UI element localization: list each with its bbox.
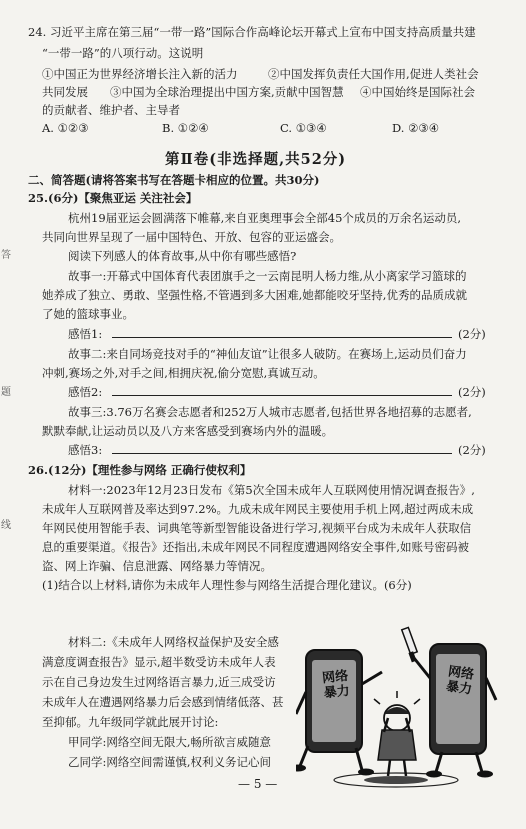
q25-story1-line3: 了她的篮球事业。 (42, 307, 134, 321)
q25-story2-line1: 故事二:来自同场竞技对手的“神仙友谊”让很多人破防。在赛场上,运动员们奋力 (68, 347, 467, 361)
q26-material2-line1: 材料二:《未成年人网络权益保护及安全感 (68, 635, 279, 649)
q26-material1-line5: 盗、网上诈骗、信息泄露、网络暴力等情况。 (42, 559, 272, 573)
margin-mark-2: 题 (1, 387, 11, 398)
frightened-child (374, 691, 420, 776)
cartoon-drawing (296, 614, 501, 789)
q26-heading: 26.(12分)【理性参与网络 正确行使权利】 (28, 463, 252, 477)
left-phone-label: 网络暴力 (321, 668, 351, 702)
q24-option-1: ①中国正为世界经济增长注入新的活力 (42, 67, 238, 81)
q25-insight2-blank[interactable] (112, 384, 452, 400)
q25-story1-line2: 她养成了独立、勇敢、坚强性格,不管遇到多大困难,她都能咬牙坚持,优秀的品质成就 (42, 288, 467, 302)
q24-stem-line2: “一带一路”的八项行动。这说明 (42, 46, 204, 60)
cyberbullying-cartoon (296, 614, 501, 789)
q26-material2-line2: 满意度调查报告》显示,超半数受访未成年人表 (42, 655, 276, 669)
margin-mark-3: 线 (1, 520, 11, 531)
q26-student-a: 甲同学:网络空间无限大,畅所欲言威随意 (68, 735, 272, 749)
q25-insight3-blank[interactable] (112, 442, 452, 458)
q24-option-3: ③中国为全球治理提出中国方案,贡献中国智慧 (110, 85, 344, 99)
part2-title: 第Ⅱ卷(非选择题,共52分) (165, 151, 347, 168)
q25-prompt: 阅读下列感人的体育故事,从中你有哪些感悟? (68, 249, 297, 263)
q26-material1-line2: 未成年人互联网普及率达到97.2%。九成未成年网民主要使用手机上网,超过两成未成 (42, 502, 474, 516)
q24-choice-b: B. ①②④ (162, 121, 209, 135)
q25-story3-line1: 故事三:3.76万名赛会志愿者和252万人城市志愿者,包括世界各地招募的志愿者, (68, 405, 472, 419)
section-heading: 二、简答题(请将答案书写在答题卡相应的位置。共30分) (28, 173, 320, 187)
q25-story1-line1: 故事一:开幕式中国体育代表团旗手之一云南昆明人杨力维,从小离家学习篮球的 (68, 269, 467, 283)
q25-intro-line2: 共同向世界呈现了一届中国特色、开放、包容的亚运盛会。 (42, 230, 341, 244)
q25-insight1-points: (2分) (458, 327, 486, 341)
q26-material1-line4: 息的重要渠道。《报告》还指出,未成年网民不同程度遭遇网络安全事件,如账号密码被 (42, 540, 470, 554)
q26-material2-line4: 未成年人在遭遇网络暴力后会感到情绪低落、甚 (42, 695, 284, 709)
q25-insight3-label: 感悟3: (68, 443, 103, 457)
q24-stem-line1: 24. 习近平主席在第三届“一带一路”国际合作高峰论坛开幕式上宣布中国支持高质量共建 (28, 25, 476, 39)
q25-insight1-label: 感悟1: (68, 327, 103, 341)
q26-material1-line3: 年网民使用智能手表、词典笔等新型智能设备进行学习,视频平台成为未成年人获取信 (42, 521, 472, 535)
q25-insight1-blank[interactable] (112, 326, 452, 342)
q26-material2-line3: 示在自己身边发生过网络语言暴力,近三成受访 (42, 675, 276, 689)
q25-insight3-points: (2分) (458, 443, 486, 457)
q25-story3-line2: 默默奉献,让运动员以及八方来客感受到赛场内外的温暖。 (42, 424, 334, 438)
q24-option-2-cont: 共同发展 (42, 85, 88, 99)
q25-heading: 25.(6分)【聚焦亚运 关注社会】 (28, 191, 198, 205)
q24-choice-d: D. ②③④ (392, 121, 440, 135)
q25-insight2-points: (2分) (458, 385, 486, 399)
q24-option-4: ④中国始终是国际社会 (360, 85, 475, 99)
q26-material2-line5: 至抑郁。九年级同学就此展开讨论: (42, 715, 219, 729)
q26-student-b: 乙同学:网络空间需谨慎,权利义务记心间 (68, 755, 272, 769)
right-phone-label: 网络暴力 (445, 664, 475, 698)
q24-option-4-cont: 的贡献者、维护者、主导者 (42, 103, 180, 117)
page-number: — 5 — (238, 777, 278, 791)
q25-intro-line1: 杭州19届亚运会圆满落下帷幕,来自亚奥理事会全部45个成员的万余名运动员, (68, 211, 462, 225)
q24-choice-c: C. ①③④ (280, 121, 327, 135)
q26-material1-line1: 材料一:2023年12月23日发布《第5次全国未成年人互联网使用情况调查报告》, (68, 483, 475, 497)
margin-mark-1: 答 (1, 250, 11, 261)
q24-choice-a: A. ①②③ (42, 121, 89, 135)
q25-insight2-label: 感悟2: (68, 385, 103, 399)
q24-option-2: ②中国发挥负责任大国作用,促进人类社会 (268, 67, 479, 81)
q25-story2-line2: 冲刺,赛场之外,对手之间,相拥庆祝,偷分宽慰,真诚互动。 (42, 366, 325, 380)
q26-subquestion-1: (1)结合以上材料,请你为未成年人理性参与网络生活提合理化建议。(6分) (42, 578, 412, 592)
